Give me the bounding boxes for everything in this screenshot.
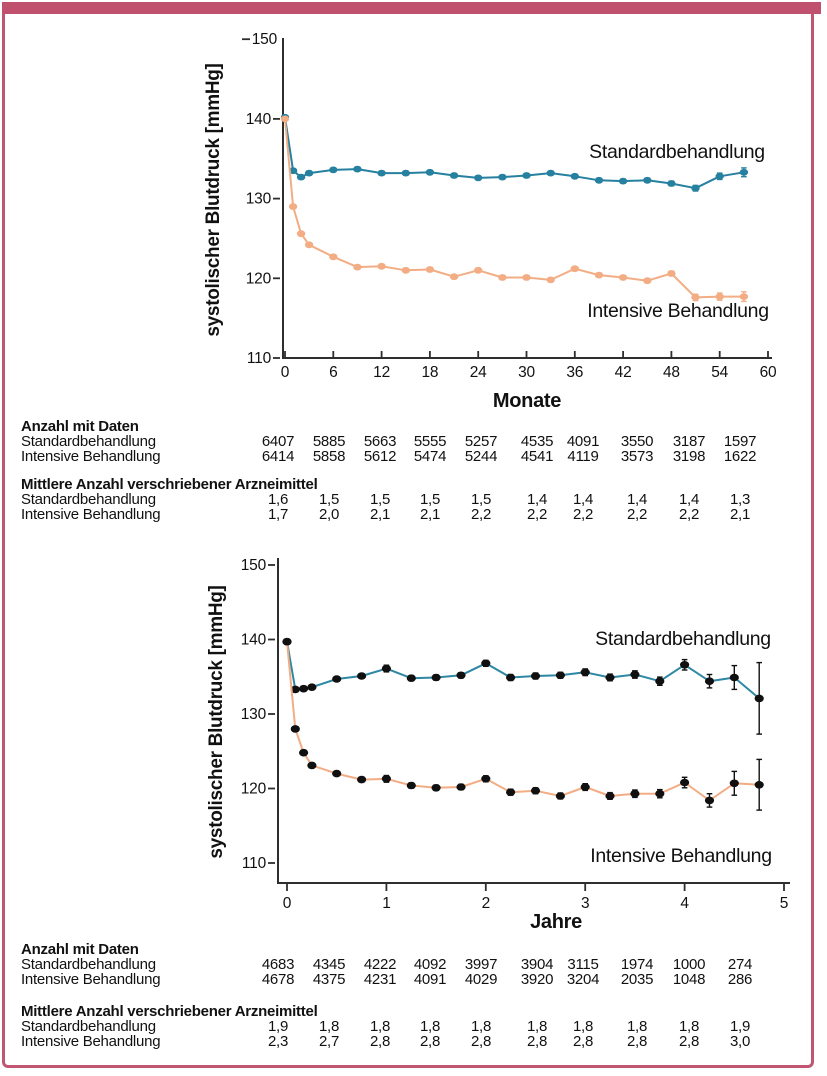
table-value: 4535 (520, 433, 554, 450)
y-tick-label: 120 (245, 270, 271, 288)
x-tick-label: 60 (759, 364, 777, 381)
x-tick-label: 6 (329, 364, 338, 381)
error-bars-standard (284, 640, 762, 735)
table-value: 1,4 (526, 491, 548, 508)
data-point (297, 174, 305, 181)
table-value: 1,8 (572, 1018, 594, 1035)
data-point (407, 782, 416, 790)
data-point (655, 790, 664, 798)
data-point (755, 695, 764, 703)
data-point (332, 675, 341, 683)
row-label: Standardbehandlung (21, 433, 156, 450)
error-bars-intensiv (284, 640, 762, 811)
data-point (705, 677, 714, 685)
data-point (382, 775, 391, 783)
table-value: 1622 (723, 448, 757, 465)
table-value: 1048 (672, 971, 706, 988)
row-label: Intensive Behandlung (21, 1033, 161, 1050)
data-point (377, 263, 385, 270)
monate-chart (203, 31, 777, 412)
x-tick-label: 18 (421, 364, 439, 381)
series-label-intensiv: Intensive Behandlung (590, 845, 772, 867)
table-value: 4092 (413, 956, 447, 973)
data-point (581, 669, 590, 677)
data-point (305, 170, 313, 177)
data-point (299, 685, 308, 693)
table-value: 4375 (312, 971, 346, 988)
table-row (0, 972, 827, 988)
table-value: 5663 (363, 433, 397, 450)
error-bars-intensiv (290, 205, 746, 302)
table-value: 5858 (312, 448, 346, 465)
data-point (377, 170, 385, 177)
data-point (581, 783, 590, 791)
data-point (630, 671, 639, 679)
table-value: 1,8 (419, 1018, 441, 1035)
data-point (522, 274, 530, 281)
table-value: 4345 (312, 956, 346, 973)
table-value: 1597 (723, 433, 757, 450)
x-tick-label: 0 (280, 364, 290, 381)
y-tick-label: 130 (240, 706, 266, 723)
data-point (407, 674, 416, 682)
table-value: 2,1 (369, 506, 391, 523)
table-value: 1,8 (318, 1018, 340, 1035)
y-tick-label: 120 (240, 780, 266, 798)
table-value: 3115 (567, 956, 599, 973)
y-tick-label: 140 (245, 110, 271, 128)
table-value: 4029 (464, 971, 498, 988)
row-label: Standardbehandlung (21, 491, 156, 508)
data-point (547, 170, 555, 177)
data-point (357, 776, 366, 784)
x-tick-label: 48 (662, 364, 680, 381)
table-value: 4091 (566, 433, 600, 450)
table-title: Anzahl mit Daten (21, 941, 139, 958)
table-value: 1,5 (419, 491, 441, 508)
table-value: 2,8 (470, 1033, 492, 1050)
table-value: 1,6 (267, 491, 289, 508)
y-axis-title: systolischer Blutdruck [mmHg] (206, 585, 227, 859)
table-value: 1000 (672, 956, 706, 973)
row-label: Intensive Behandlung (21, 448, 161, 465)
data-point (426, 169, 434, 176)
table-value: 1,5 (369, 491, 391, 508)
table-value: 1,7 (267, 506, 289, 523)
data-point (382, 665, 391, 673)
data-point (755, 781, 764, 789)
table-value: 5474 (413, 448, 447, 465)
table-value: 2,8 (526, 1033, 548, 1050)
y-tick-label: 110 (246, 350, 271, 367)
x-tick-label: 30 (518, 364, 535, 381)
data-point (595, 272, 603, 279)
data-point (307, 683, 316, 691)
table-value: 5885 (312, 433, 346, 450)
table-value: 2,2 (572, 506, 594, 523)
data-point (595, 177, 603, 184)
series-label-standard: Standardbehandlung (595, 628, 771, 650)
table-value: 4119 (567, 448, 599, 465)
data-point (332, 770, 341, 778)
table-value: 2,0 (318, 506, 340, 523)
table-value: 1,4 (572, 491, 594, 508)
data-point (619, 274, 627, 281)
y-tick-label: 150 (251, 31, 277, 49)
table-value: 1,8 (678, 1018, 700, 1035)
table-value: 3550 (620, 433, 654, 450)
series-line-standard (287, 642, 759, 699)
data-point (667, 270, 675, 277)
data-point (691, 185, 699, 192)
table-value: 5257 (464, 433, 498, 450)
series-markers-intensiv (282, 638, 763, 804)
table-value: 2,8 (419, 1033, 441, 1050)
table-value: 4541 (520, 448, 554, 465)
table-title: Mittlere Anzahl verschriebener Arzneimittel (21, 476, 318, 493)
table-value: 3904 (520, 956, 554, 973)
table-title: Mittlere Anzahl verschriebener Arzneimittel (21, 1003, 318, 1020)
y-tick-label: 140 (240, 631, 266, 649)
x-axis-title: Jahre (530, 911, 582, 933)
data-point (353, 166, 361, 173)
table-value: 1,5 (318, 491, 340, 508)
data-point (432, 674, 441, 682)
data-point (299, 749, 308, 757)
table-value: 1,8 (369, 1018, 391, 1035)
x-tick-label: 42 (614, 364, 632, 381)
data-point (297, 230, 305, 237)
table-title: Anzahl mit Daten (21, 418, 139, 435)
data-point (289, 203, 297, 210)
table-value: 4091 (413, 971, 447, 988)
data-point (680, 779, 689, 787)
table-value: 2,1 (729, 506, 751, 523)
data-point (426, 266, 434, 273)
data-point (506, 674, 515, 682)
data-point (402, 267, 410, 274)
table-value: 3,0 (729, 1033, 751, 1050)
data-point (307, 762, 316, 770)
x-tick-label: 54 (711, 364, 729, 381)
table-value: 1,5 (470, 491, 492, 508)
row-label: Intensive Behandlung (21, 506, 161, 523)
table-value: 274 (727, 956, 753, 973)
data-point (655, 677, 664, 685)
data-point (643, 277, 651, 284)
table-value: 3573 (620, 448, 654, 465)
table-value: 6407 (261, 433, 295, 450)
table-value: 1,8 (470, 1018, 492, 1035)
data-point (474, 267, 482, 274)
data-point (740, 169, 748, 176)
x-axis-title: Monate (492, 390, 562, 412)
x-tick-label: 36 (566, 364, 584, 381)
data-point (571, 173, 579, 180)
data-point (498, 274, 506, 281)
table-value: 4222 (363, 956, 397, 973)
y-tick-label: 130 (245, 190, 271, 208)
data-point (481, 660, 490, 668)
table-value: 2035 (620, 971, 654, 988)
table-value: 3204 (566, 971, 600, 988)
table-row (0, 1034, 827, 1050)
data-point (730, 674, 739, 682)
y-tick-label: 110 (241, 855, 266, 872)
data-point (402, 170, 410, 177)
table-value: 286 (727, 971, 753, 988)
table-value: 1,4 (626, 491, 648, 508)
series-label-standard: Standardbehandlung (589, 141, 765, 163)
data-point (730, 780, 739, 788)
x-tick-label: 1 (382, 895, 391, 912)
data-point (556, 672, 565, 680)
data-point (556, 792, 565, 800)
table-value: 2,3 (267, 1033, 289, 1050)
data-point (643, 177, 651, 184)
table-value: 1,9 (729, 1018, 751, 1035)
table-value: 1,8 (626, 1018, 648, 1035)
y-tick-label: 150 (240, 557, 266, 574)
table-value: 1,4 (678, 491, 700, 508)
table-value: 3920 (520, 971, 554, 988)
data-point (291, 725, 300, 733)
table-value: 2,2 (678, 506, 700, 523)
table-value: 2,8 (572, 1033, 594, 1050)
data-point (531, 787, 540, 795)
table-value: 3198 (672, 448, 706, 465)
data-point (456, 783, 465, 791)
row-label: Standardbehandlung (21, 956, 156, 973)
data-point (531, 672, 540, 680)
data-point (481, 775, 490, 783)
data-point (571, 265, 579, 272)
data-point (740, 293, 748, 300)
x-tick-label: 3 (580, 895, 590, 912)
data-point (329, 253, 337, 260)
table-value: 2,2 (626, 506, 648, 523)
table-row (0, 449, 827, 465)
data-point (716, 293, 724, 300)
data-point (619, 178, 627, 185)
y-axis-title: systolischer Blutdruck [mmHg] (203, 63, 224, 337)
table-value: 2,2 (526, 506, 548, 523)
table-value: 4231 (363, 971, 397, 988)
data-point (474, 175, 482, 182)
table-value: 5555 (413, 433, 447, 450)
data-point (432, 784, 441, 792)
data-point (667, 180, 675, 187)
table-value: 3187 (672, 433, 706, 450)
x-tick-label: 5 (779, 895, 789, 912)
data-point (329, 167, 337, 174)
data-point (281, 116, 289, 123)
row-label: Standardbehandlung (21, 1018, 156, 1035)
table-value: 2,2 (470, 506, 492, 523)
table-value: 1974 (620, 956, 654, 973)
data-point (450, 172, 458, 179)
data-point (680, 661, 689, 669)
x-tick-label: 4 (680, 895, 689, 912)
data-point (305, 241, 313, 248)
data-point (705, 797, 714, 805)
table-row (0, 507, 827, 523)
data-point (357, 672, 366, 680)
data-point (716, 173, 724, 180)
data-point (547, 277, 555, 284)
x-tick-label: 12 (373, 364, 391, 381)
table-value: 6414 (261, 448, 295, 465)
table-value: 4683 (261, 956, 295, 973)
table-value: 3997 (464, 956, 498, 973)
x-tick-label: 0 (282, 895, 292, 912)
table-value: 5244 (464, 448, 498, 465)
data-point (353, 264, 361, 271)
table-value: 2,8 (626, 1033, 648, 1050)
table-value: 1,9 (267, 1018, 289, 1035)
data-point (498, 174, 506, 181)
data-point (630, 790, 639, 798)
data-point (605, 792, 614, 800)
table-value: 2,8 (678, 1033, 700, 1050)
series-label-intensiv: Intensive Behandlung (587, 300, 769, 322)
table-value: 2,1 (419, 506, 441, 523)
x-tick-label: 24 (469, 364, 487, 381)
data-point (282, 638, 291, 646)
jahre-chart (206, 557, 790, 933)
table-value: 2,8 (369, 1033, 391, 1050)
data-point (450, 273, 458, 280)
data-point (506, 788, 515, 796)
table-value: 2,7 (318, 1033, 340, 1050)
row-label: Intensive Behandlung (21, 971, 161, 988)
data-point (456, 672, 465, 680)
data-point (605, 674, 614, 682)
table-value: 1,8 (526, 1018, 548, 1035)
table-value: 1,3 (729, 491, 751, 508)
data-point (522, 172, 530, 179)
x-tick-label: 2 (481, 895, 491, 912)
table-value: 4678 (261, 971, 295, 988)
table-value: 5612 (363, 448, 397, 465)
